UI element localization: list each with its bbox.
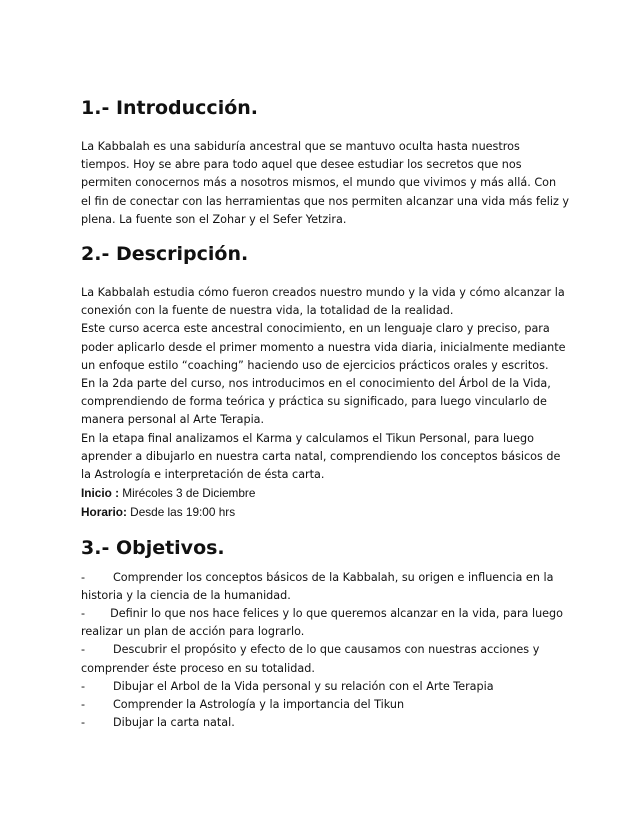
list-item-continuation: realizar un plan de acción para lograrlo.: [81, 625, 305, 639]
list-dash: -: [81, 698, 86, 712]
inicio-line: [81, 484, 563, 503]
list-item: [81, 569, 563, 605]
list-item: [81, 641, 563, 677]
paragraph-line: plena. La fuente son el Zohar y el Sefer Yetzira.: [81, 212, 347, 226]
horario-label: Horario:: [81, 505, 127, 520]
inicio-label: Inicio :: [81, 486, 120, 501]
section-heading-introduccion: 1.- Introducción.: [81, 97, 259, 119]
list-item-text: Dibujar la carta natal.: [113, 716, 235, 730]
paragraph-line: permiten conocernos más a nosotros mismos, el mundo que vivimos y más allá. Con: [81, 176, 557, 190]
descripcion-paragraph: [81, 284, 566, 523]
paragraph-line: manera personal al Arte Terapia.: [81, 413, 265, 427]
list-item: [81, 696, 563, 714]
paragraph-line: En la etapa final analizamos el Karma y calculamos el Tikun Personal, para luego: [81, 431, 534, 445]
list-item-text: Dibujar el Arbol de la Vida personal y su relación con el Arte Terapia: [113, 679, 494, 693]
section-heading-objetivos: 3.- Objetivos.: [81, 536, 225, 559]
paragraph-line: La Kabbalah es una sabiduría ancestral que se mantuvo oculta hasta nuestros: [81, 140, 520, 153]
list-item-continuation: comprender éste proceso en su totalidad.: [81, 661, 315, 675]
horario-value: Desde las 19:00 hrs: [126, 505, 236, 520]
list-item-text: Comprender la Astrología y la importancia del Tikun: [113, 698, 405, 712]
paragraph-line: conexión con la fuente de nuestra vida, la totalidad de la realidad.: [81, 304, 454, 318]
list-dash: -: [81, 607, 86, 621]
paragraph-line: poder aplicarlo desde el primer momento a nuestra vida diaria, inicialmente mediante: [81, 340, 566, 354]
inicio-value: Mirécoles 3 de Diciembre: [119, 486, 256, 501]
paragraph-line: comprendiendo de forma teórica y práctica su significado, para luego vincularlo de: [81, 395, 547, 409]
objetivos-list: [81, 569, 563, 733]
list-item-text: Comprender los conceptos básicos de la Kabbalah, su origen e influencia en la: [113, 570, 554, 584]
list-dash: -: [81, 570, 86, 584]
introduccion-paragraph: [81, 138, 569, 229]
paragraph-line: aprender a dibujarlo en nuestra carta natal, comprendiendo los conceptos básicos de: [81, 449, 561, 463]
paragraph-line: el fin de conectar con las herramientas que nos permiten alcanzar una vida más feliz y: [81, 194, 569, 208]
list-item: [81, 678, 563, 696]
paragraph-line: tiempos. Hoy se abre para todo aquel que desee estudiar los secretos que nos: [81, 158, 522, 172]
paragraph-line: En la 2da parte del curso, nos introducimos en el conocimiento del Árbol de la Vida,: [81, 377, 551, 391]
paragraph-line: La Kabbalah estudia cómo fueron creados nuestro mundo y la vida y cómo alcanzar la: [81, 286, 565, 300]
list-dash: -: [81, 679, 86, 693]
list-item: [81, 714, 563, 732]
list-dash: -: [81, 643, 86, 657]
paragraph-line: la Astrología e interpretación de ésta carta.: [81, 468, 325, 482]
paragraph-line: un enfoque estilo “coaching” haciendo uso de ejercicios prácticos orales y escritos.: [81, 358, 549, 372]
horario-line: [81, 503, 563, 522]
paragraph-line: Este curso acerca este ancestral conocimiento, en un lenguaje claro y preciso, para: [81, 322, 550, 336]
document-page: [81, 96, 569, 732]
list-dash: -: [81, 716, 86, 730]
list-item-continuation: historia y la ciencia de la humanidad.: [81, 588, 291, 602]
list-item-text: Descubrir el propósito y efecto de lo que causamos con nuestras acciones y: [113, 643, 540, 657]
section-heading-descripcion: 2.- Descripción.: [81, 243, 249, 266]
list-item: [81, 605, 563, 641]
list-item-text: Definir lo que nos hace felices y lo que queremos alcanzar en la vida, para luego: [110, 607, 563, 621]
